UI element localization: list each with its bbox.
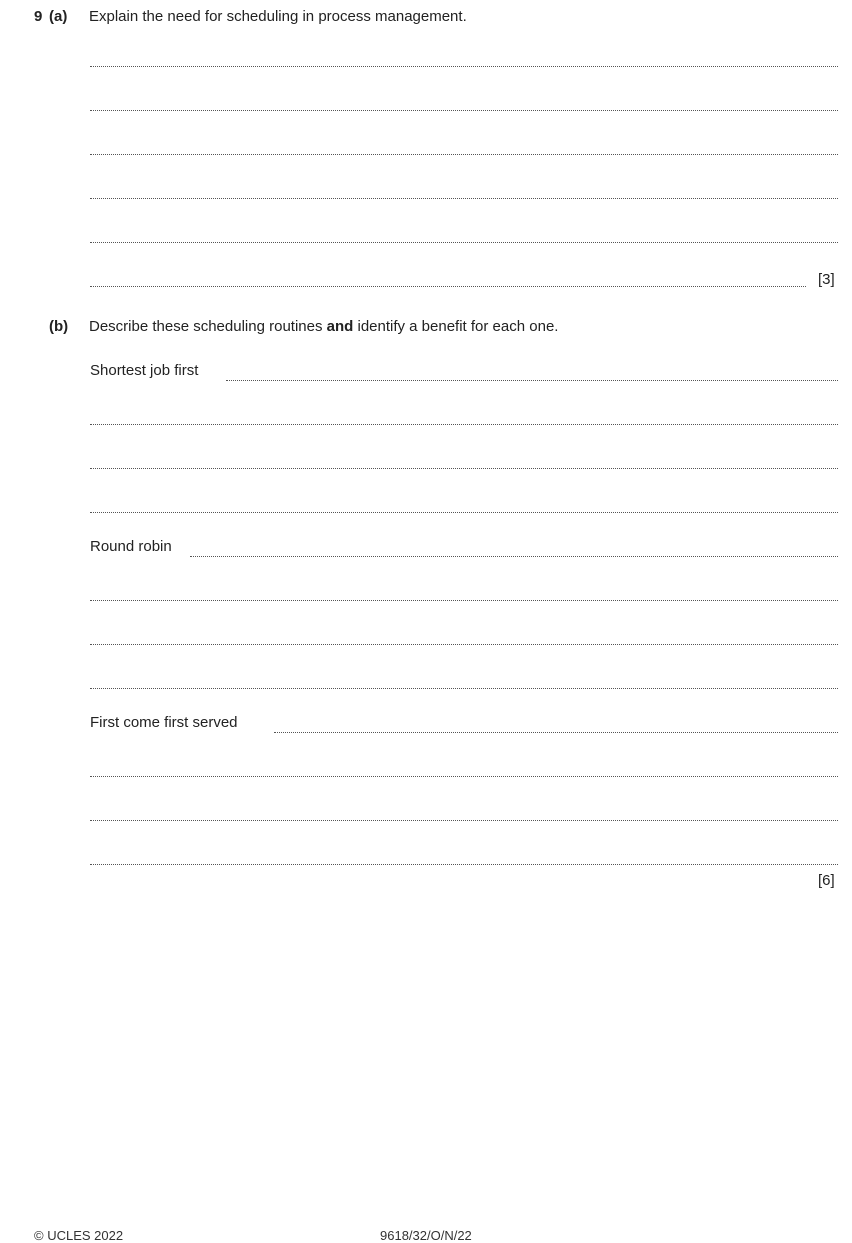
part-a-prompt: Explain the need for scheduling in process management. bbox=[89, 8, 467, 25]
answer-line[interactable] bbox=[90, 688, 838, 689]
part-b-label: (b) bbox=[49, 318, 69, 335]
part-a-marks: [3] bbox=[818, 271, 835, 288]
answer-line[interactable] bbox=[90, 198, 838, 199]
part-b-prompt-start: Describe these scheduling routines bbox=[89, 318, 327, 335]
answer-line[interactable] bbox=[90, 600, 838, 601]
answer-line[interactable] bbox=[90, 776, 838, 777]
footer-copyright: © UCLES 2022 bbox=[34, 1228, 124, 1243]
answer-line[interactable] bbox=[226, 380, 838, 381]
answer-line[interactable] bbox=[90, 66, 838, 67]
answer-line[interactable] bbox=[90, 512, 838, 513]
answer-line[interactable] bbox=[274, 732, 838, 733]
answer-line[interactable] bbox=[90, 154, 838, 155]
answer-line[interactable] bbox=[90, 424, 838, 425]
answer-line[interactable] bbox=[90, 286, 806, 287]
answer-line[interactable] bbox=[90, 468, 838, 469]
routine-label-shortest-job-first: Shortest job first bbox=[90, 362, 199, 379]
routine-label-first-come-first-served: First come first served bbox=[90, 714, 238, 731]
answer-line[interactable] bbox=[90, 242, 838, 243]
answer-line[interactable] bbox=[190, 556, 838, 557]
answer-line[interactable] bbox=[90, 644, 838, 645]
answer-line[interactable] bbox=[90, 820, 838, 821]
answer-line[interactable] bbox=[90, 864, 838, 865]
part-b-prompt-end: identify a benefit for each one. bbox=[353, 318, 559, 335]
footer-paper-code: 9618/32/O/N/22 bbox=[380, 1228, 472, 1243]
answer-line[interactable] bbox=[90, 110, 838, 111]
question-number: 9 bbox=[34, 8, 43, 25]
part-b-marks: [6] bbox=[818, 872, 835, 889]
routine-label-round-robin: Round robin bbox=[90, 538, 172, 555]
part-a-label: (a) bbox=[49, 8, 68, 25]
part-b-prompt-emphasis: and bbox=[326, 318, 354, 335]
part-b-prompt bbox=[89, 318, 558, 335]
